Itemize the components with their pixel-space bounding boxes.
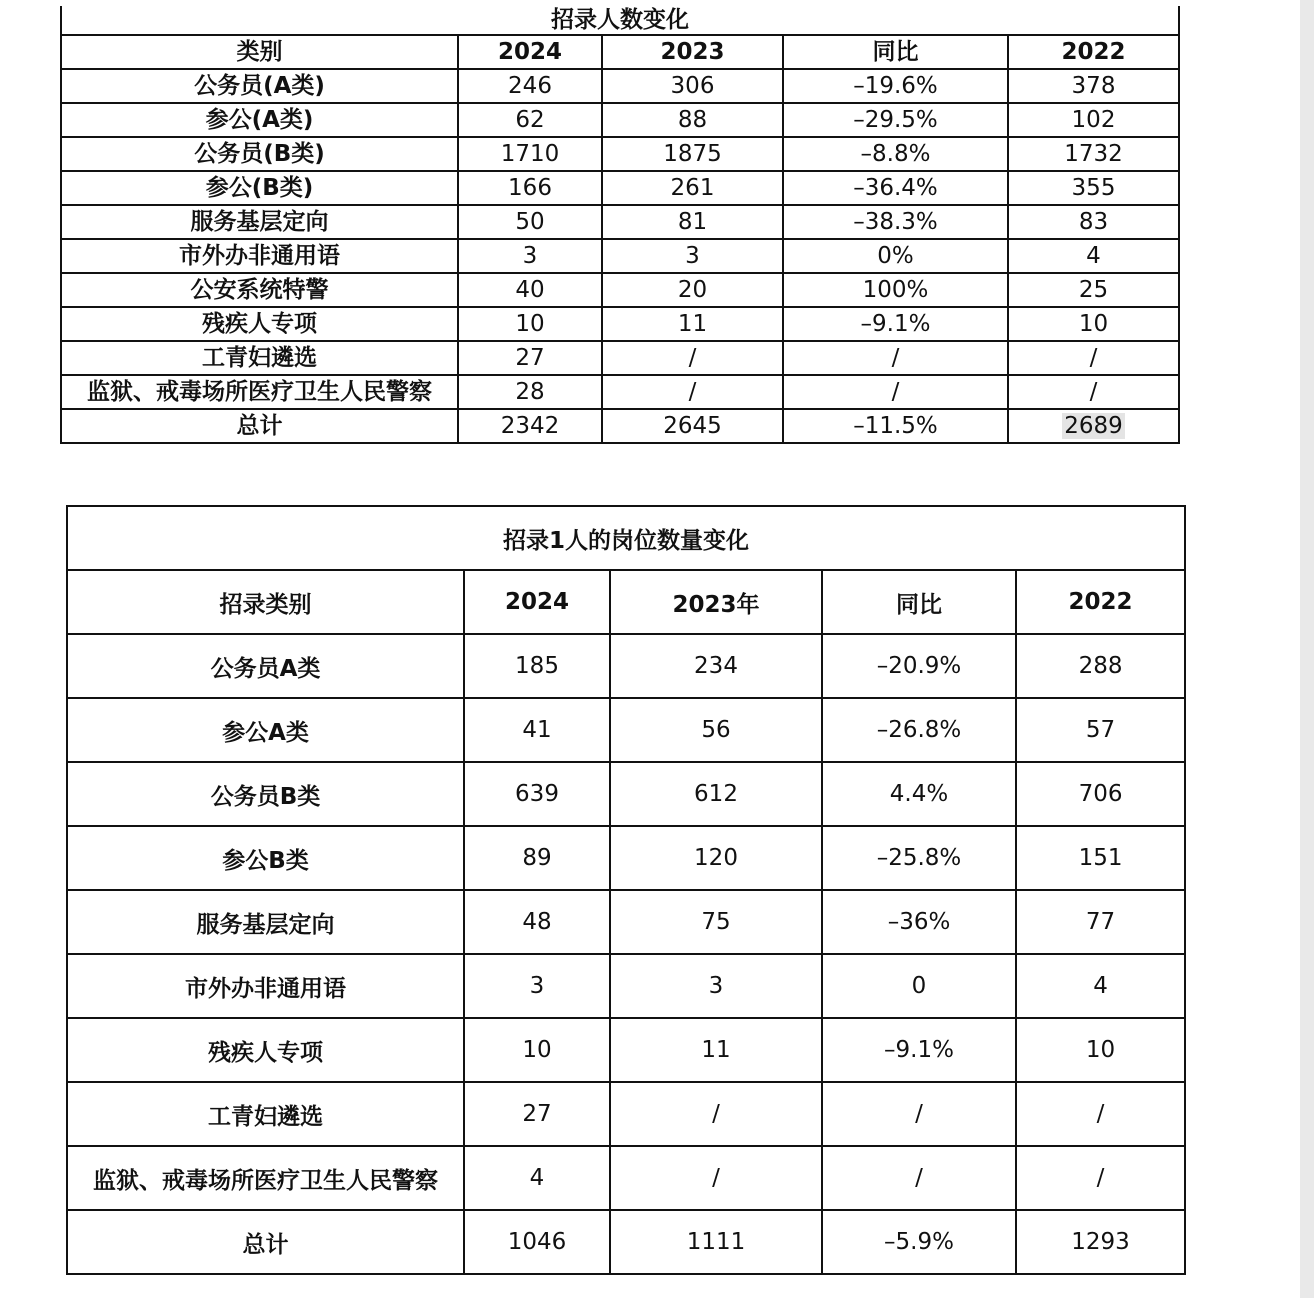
- cell-category: 公安系统特警: [61, 273, 458, 307]
- cell-yoy: –26.8%: [822, 698, 1016, 762]
- cell-category: 公务员A类: [67, 634, 464, 698]
- cell-yoy: –25.8%: [822, 826, 1016, 890]
- cell-y2024: 27: [458, 341, 602, 375]
- table-row: [61, 409, 1179, 443]
- cell-y2023: /: [602, 341, 783, 375]
- table-row: [61, 239, 1179, 273]
- cell-y2024: 166: [458, 171, 602, 205]
- table-row: [67, 1146, 1185, 1210]
- table-row: [61, 171, 1179, 205]
- cell-yoy: –36%: [822, 890, 1016, 954]
- table-row: [61, 103, 1179, 137]
- cell-y2023: 20: [602, 273, 783, 307]
- cell-y2023: 234: [610, 634, 822, 698]
- cell-y2024: 62: [458, 103, 602, 137]
- cell-y2023: 75: [610, 890, 822, 954]
- cell-y2022: 1293: [1016, 1210, 1185, 1274]
- cell-y2024: 2342: [458, 409, 602, 443]
- table-row: [67, 1210, 1185, 1274]
- cell-y2023: 88: [602, 103, 783, 137]
- table-title-row: [67, 506, 1185, 570]
- cell-yoy: /: [783, 341, 1008, 375]
- cell-category: 服务基层定向: [67, 890, 464, 954]
- cell-y2022: 57: [1016, 698, 1185, 762]
- cell-y2023: 11: [610, 1018, 822, 1082]
- cell-y2023: /: [602, 375, 783, 409]
- cell-y2024: 10: [458, 307, 602, 341]
- cell-y2022: 10: [1016, 1018, 1185, 1082]
- cell-y2024: 48: [464, 890, 610, 954]
- cell-yoy: –5.9%: [822, 1210, 1016, 1274]
- cell-y2023: 11: [602, 307, 783, 341]
- cell-y2023: 1111: [610, 1210, 822, 1274]
- cell-yoy: –19.6%: [783, 69, 1008, 103]
- cell-y2022: 151: [1016, 826, 1185, 890]
- cell-y2024: 89: [464, 826, 610, 890]
- cell-yoy: /: [822, 1146, 1016, 1210]
- cell-yoy: –20.9%: [822, 634, 1016, 698]
- cell-category: 公务员B类: [67, 762, 464, 826]
- cell-y2024: 50: [458, 205, 602, 239]
- cell-y2022: 378: [1008, 69, 1179, 103]
- cell-y2023: 3: [602, 239, 783, 273]
- cell-category: 参公B类: [67, 826, 464, 890]
- cell-y2022: 77: [1016, 890, 1185, 954]
- cell-y2023: /: [610, 1146, 822, 1210]
- header-yoy: 同比: [783, 35, 1008, 69]
- page-edge: [1300, 0, 1314, 1298]
- table-row: [61, 137, 1179, 171]
- cell-y2024: 3: [458, 239, 602, 273]
- cell-y2022: /: [1008, 375, 1179, 409]
- cell-category: 参公A类: [67, 698, 464, 762]
- cell-y2022: 355: [1008, 171, 1179, 205]
- cell-category: 工青妇遴选: [67, 1082, 464, 1146]
- header-category: 类别: [61, 35, 458, 69]
- cell-category: 工青妇遴选: [61, 341, 458, 375]
- cell-y2024: 185: [464, 634, 610, 698]
- cell-yoy: 0: [822, 954, 1016, 1018]
- single-hire-positions-table: [66, 505, 1186, 1275]
- cell-y2024: 1046: [464, 1210, 610, 1274]
- cell-y2023: 261: [602, 171, 783, 205]
- table-row: [67, 1082, 1185, 1146]
- cell-category: 残疾人专项: [67, 1018, 464, 1082]
- cell-category: 总计: [61, 409, 458, 443]
- cell-y2024: 1710: [458, 137, 602, 171]
- cell-y2024: 246: [458, 69, 602, 103]
- cell-y2022: 288: [1016, 634, 1185, 698]
- cell-yoy: –36.4%: [783, 171, 1008, 205]
- cell-yoy: 0%: [783, 239, 1008, 273]
- cell-y2023: /: [610, 1082, 822, 1146]
- table-row: [61, 205, 1179, 239]
- cell-yoy: –9.1%: [783, 307, 1008, 341]
- table-row: [67, 634, 1185, 698]
- cell-yoy: –11.5%: [783, 409, 1008, 443]
- table-row: [61, 273, 1179, 307]
- cell-category: 监狱、戒毒场所医疗卫生人民警察: [61, 375, 458, 409]
- recruitment-count-table: [60, 6, 1180, 444]
- cell-y2023: 120: [610, 826, 822, 890]
- cell-y2023: 306: [602, 69, 783, 103]
- cell-y2022: 83: [1008, 205, 1179, 239]
- cell-y2022: 706: [1016, 762, 1185, 826]
- cell-y2022: 4: [1016, 954, 1185, 1018]
- header-category: 招录类别: [67, 570, 464, 634]
- cell-yoy: –38.3%: [783, 205, 1008, 239]
- cell-y2022: /: [1008, 341, 1179, 375]
- header-y2023: 2023: [602, 35, 783, 69]
- header-y2022: 2022: [1016, 570, 1185, 634]
- cell-category: 总计: [67, 1210, 464, 1274]
- cell-category: 参公(A类): [61, 103, 458, 137]
- table-row: [67, 890, 1185, 954]
- table-row: [61, 69, 1179, 103]
- table-row: [67, 698, 1185, 762]
- cell-y2022: 10: [1008, 307, 1179, 341]
- table-row: [67, 1018, 1185, 1082]
- cell-yoy: –9.1%: [822, 1018, 1016, 1082]
- cell-y2022: 102: [1008, 103, 1179, 137]
- header-y2022: 2022: [1008, 35, 1179, 69]
- cell-category: 参公(B类): [61, 171, 458, 205]
- cell-category: 监狱、戒毒场所医疗卫生人民警察: [67, 1146, 464, 1210]
- cell-y2023: 3: [610, 954, 822, 1018]
- cell-yoy: /: [822, 1082, 1016, 1146]
- cell-y2022: [1008, 409, 1179, 443]
- table-title: 招录1人的岗位数量变化: [67, 506, 1185, 570]
- table-row: [67, 954, 1185, 1018]
- cell-y2022: /: [1016, 1082, 1185, 1146]
- cell-y2024: 28: [458, 375, 602, 409]
- cell-y2024: 41: [464, 698, 610, 762]
- header-row: [67, 570, 1185, 634]
- cell-y2024: 40: [458, 273, 602, 307]
- header-y2024: 2024: [464, 570, 610, 634]
- cell-y2022: 25: [1008, 273, 1179, 307]
- cell-category: 市外办非通用语: [61, 239, 458, 273]
- table-title-row: [61, 6, 1179, 35]
- header-yoy: 同比: [822, 570, 1016, 634]
- cell-yoy: /: [783, 375, 1008, 409]
- cell-yoy: 4.4%: [822, 762, 1016, 826]
- cell-y2022: /: [1016, 1146, 1185, 1210]
- cell-y2023: 612: [610, 762, 822, 826]
- table-row: [67, 826, 1185, 890]
- cell-y2024: 639: [464, 762, 610, 826]
- cell-category: 公务员(A类): [61, 69, 458, 103]
- table-row: [61, 307, 1179, 341]
- cell-y2023: 81: [602, 205, 783, 239]
- cell-category: 残疾人专项: [61, 307, 458, 341]
- table-title: 招录人数变化: [61, 6, 1179, 35]
- cell-category: 公务员(B类): [61, 137, 458, 171]
- cell-y2024: 3: [464, 954, 610, 1018]
- cell-y2024: 10: [464, 1018, 610, 1082]
- cell-y2023: 1875: [602, 137, 783, 171]
- cell-y2022: 4: [1008, 239, 1179, 273]
- header-y2023: 2023年: [610, 570, 822, 634]
- cell-category: 服务基层定向: [61, 205, 458, 239]
- cell-yoy: 100%: [783, 273, 1008, 307]
- highlighted-value: 2689: [1064, 413, 1123, 439]
- cell-y2023: 56: [610, 698, 822, 762]
- cell-y2024: 4: [464, 1146, 610, 1210]
- cell-category: 市外办非通用语: [67, 954, 464, 1018]
- table-row: [61, 341, 1179, 375]
- table-row: [61, 375, 1179, 409]
- cell-y2024: 27: [464, 1082, 610, 1146]
- cell-y2022: 1732: [1008, 137, 1179, 171]
- cell-yoy: –8.8%: [783, 137, 1008, 171]
- cell-yoy: –29.5%: [783, 103, 1008, 137]
- cell-y2023: 2645: [602, 409, 783, 443]
- header-row: [61, 35, 1179, 69]
- table-row: [67, 762, 1185, 826]
- header-y2024: 2024: [458, 35, 602, 69]
